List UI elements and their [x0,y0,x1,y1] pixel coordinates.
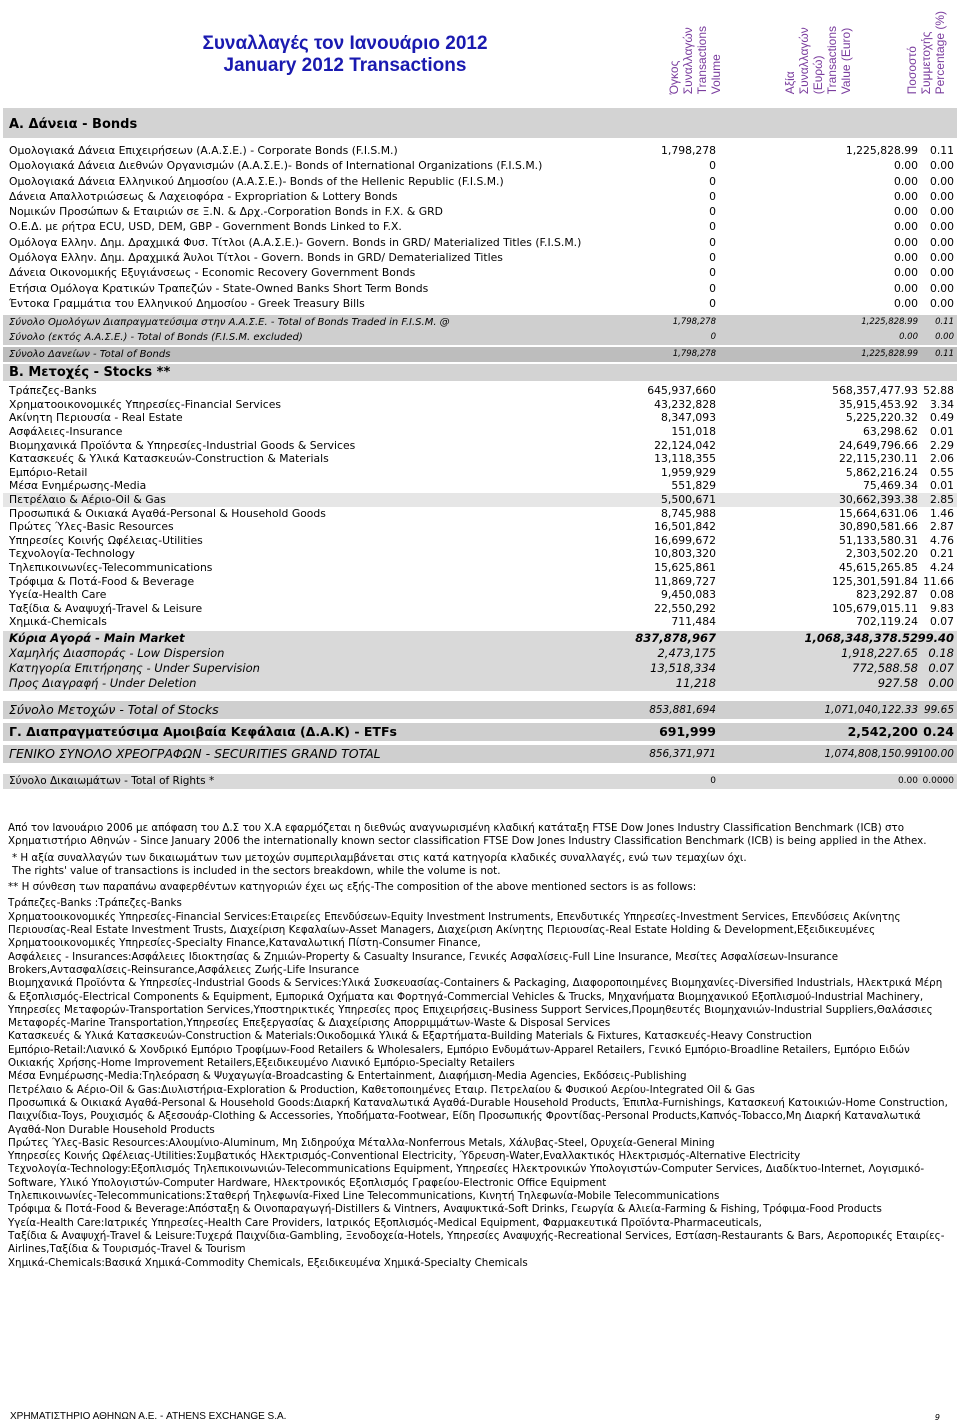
cell-vol: 9,450,083 [661,588,716,602]
cell-vol: 15,625,861 [654,560,716,574]
grand-total: ΓΕΝΙΚΟ ΣΥΝΟΛΟ ΧΡΕΟΓΡΑΦΩΝ - SECURITIES GRAND TOTAL 856,371,971 1,074,808,150.99 100.00 [3,745,957,763]
total-stocks: Σύνολο Μετοχών - Total of Stocks 853,881,694 1,071,040,122.33 99.65 [3,701,957,719]
cell-label: Τρόφιμα & Ποτά-Food & Beverage [9,574,195,588]
cell-vol: 837,878,967 [635,630,716,645]
cell-val: 51,133,580.31 [839,533,918,547]
cell-pct: 0.00 [929,159,954,173]
cell-label: Πρώτες Ύλες-Basic Resources [9,520,174,534]
cell-vol: 711,484 [671,615,716,629]
cell-val: 30,890,581.66 [839,520,918,534]
column-header-value: Αξία Συναλλαγών (Ευρώ) Transactions Value (Euro) [783,25,853,94]
sector-row [3,398,957,412]
cell-val: 0.00 [893,251,918,265]
cell-label: Μέσα Ενημέρωσης-Media [9,479,147,493]
note-paragraph: Υπηρεσίες Κοινής Ωφέλειας-Utilities:Συμβατικός Ηλεκτρισμός-Conventional Electricity, Ύδρευση-Water,Εναλλακτικός Ηλεκτρισμός-Alternative Electricity [8,1150,801,1163]
cell-label: Νομικών Προσώπων & Εταιριών σε Ξ.Ν. & Δρχ.-Corporation Bonds in F.X. & GRD [9,205,443,219]
note-paragraph: * Η αξία συναλλαγών των δικαιωμάτων των μετοχών συμπεριλαμβάνεται στις κατά κατηγορία κλαδικές συναλλαγές, ενώ των τεμαχίων όχι. [12,851,747,864]
cell-pct: 0.00 [929,296,954,310]
sector-row [3,452,957,466]
note-paragraph: Εμπόριο-Retail:Λιανικό & Χονδρικό Εμπόριο Τροφίμων-Food Retailers & Wholesalers, Εμπόριο Ενδυμάτων-Apparel Retailers, Γενικό Εμπόριο-Broadline Retailers, Εμπόριο Ειδών Οικιακής Χρήσης-Home Improvement Retailers,Εξειδικευμένο Λιανικό Εμπόριο-Specialty Retailers [8,1043,910,1070]
cell-vol: 10,803,320 [654,547,716,561]
bond-row [3,250,957,265]
cell-label: Ομόλογα Ελλην. Δημ. Δραχμικά Άυλοι Τίτλοι - Govern. Bonds in GRD/ Dematerialized Titles [9,251,503,265]
cell-vol: 13,118,355 [654,452,716,466]
cell-vol: 13,518,334 [650,660,716,675]
cell-val: 0.00 [893,189,918,203]
sector-row [3,547,957,561]
page-number: 9 [934,1413,940,1422]
cell-vol: 645,937,660 [647,384,716,398]
cell-pct: 0.00 [929,281,954,295]
etfs-row: Γ. Διαπραγματεύσιμα Αμοιβαία Κεφάλαια (Δ.Α.Κ) - ETFs 691,999 2,542,200 0.24 [3,723,957,741]
cell-pct: 3.34 [929,397,954,411]
cell-vol: 0 [709,235,716,249]
cell-label: Ασφάλειες-Insurance [9,425,123,439]
cell-pct: 99.40 [917,630,954,645]
cell-pct: 0.55 [929,465,954,479]
cell-pct: 2.06 [929,452,954,466]
cell-label: Χημικά-Chemicals [9,615,107,629]
market-rows [3,631,957,691]
bond-row [3,189,957,204]
cell-label: Τεχνολογία-Technology [9,547,135,561]
sector-row [3,425,957,439]
cell-label: Δάνεια Οικονομικής Εξυγιάνσεως - Economic Recovery Government Bonds [9,266,416,280]
cell-val: 105,679,015.11 [832,601,918,615]
note-paragraph: Πρώτες Ύλες-Basic Resources:Αλουμίνιο-Aluminum, Μη Σιδηρούχα Μέταλλα-Nonferrous Metals, Χάλυβας-Steel, Ορυχεία-General Mining [8,1136,715,1149]
note-paragraph: Τρόφιμα & Ποτά-Food & Beverage:Απόσταξη & Οινοπαραγωγή-Distillers & Vintners, Αναψυκτικά-Soft Drinks, Γεωργία & Αλιεία-Farming & Fishing, Τρόφιμα-Food Products [8,1203,882,1216]
note-paragraph: ** Η σύνθεση των παραπάνω αναφερθέντων κατηγοριών έχει ως εξής-The composition of the above mentioned sectors is as follows: [8,881,697,894]
note-paragraph: Τράπεζες-Banks :Τράπεζες-Banks [8,897,182,910]
market-row [3,631,957,646]
bond-rows [3,143,957,311]
note-paragraph: Χρηματοοικονομικές Υπηρεσίες-Financial Services:Εταιρείες Επενδύσεων-Equity Investment Instruments, Επενδυτικές Υπηρεσίες-Investment Services, Επενδύσεις Ακίνητης Περιουσίας-Real Estate Investment Trusts, Διαχείριση Κεφαλαίων-Asset Managers, Διαχείριση Ακίνητης Περιουσίας-Real Estate Holding & Development,Εξειδικευμένες Χρηματοοικονομικές Υπηρεσίες-Specialty Finance,Καταναλωτική Πίστη-Consumer Finance, [8,910,901,950]
cell-label: Εμπόριο-Retail [9,465,88,479]
cell-label: Χρηματοοικονομικές Υπηρεσίες-Financial Services [9,397,281,411]
cell-vol: 22,124,042 [654,438,716,452]
cell-val: 35,915,453.92 [839,397,918,411]
bond-row [3,281,957,296]
cell-val: 1,068,348,378.52 [804,630,918,645]
cell-val: 2,303,502.20 [845,547,918,561]
cell-vol: 8,347,093 [661,411,716,425]
sector-row [3,507,957,521]
cell-label: Πετρέλαιο & Αέριο-Oil & Gas [9,493,166,507]
cell-vol: 0 [709,296,716,310]
cell-pct: 0.18 [928,645,954,660]
title-greek: Συναλλαγές τον Ιανουάριο 2012 [202,33,488,54]
cell-val: 568,357,477.93 [832,384,918,398]
cell-pct: 0.00 [929,235,954,249]
cell-label: Δάνεια Απαλλοτριώσεως & Λαχειοφόρα - Expropriation & Lottery Bonds [9,189,398,203]
cell-vol: 22,550,292 [654,601,716,615]
footer-company: ΧΡΗΜΑΤΙΣΤΗΡΙΟ ΑΘΗΝΩΝ Α.Ε. - ATHENS EXCHANGE S.A. [10,1411,287,1422]
note-paragraph: Τεχνολογία-Technology:Εξοπλισμός Τηλεπικοινωνιών-Telecommunications Equipment, Υπηρεσίες Ηλεκτρονικών Υπολογιστών-Computer Services, Διαδίκτυο-Internet, Λογισμικό-Software, Υλικό Υπολογιστών-Computer Hardware, Ηλεκτρονικός Εξοπλισμός Γραφείου-Electronic Office Equipment [8,1163,925,1189]
report-header [0,0,960,108]
cell-vol: 11,869,727 [654,574,716,588]
note-paragraph: Από τον Ιανουάριο 2006 με απόφαση του Δ.Σ του Χ.Α εφαρμόζεται η διεθνώς αναγνωρισμένη κλαδική κατάταξη FTSE Dow Jones Industry Classification Benchmark (ICB) στο Χρηματιστήριο Αθηνών - Since January 2006 the internationally known sector classification FTSE Dow Jones Industry Classification Benchmark (ICB) is being applied in the Athex. [8,822,927,848]
cell-val: 63,298.62 [863,425,918,439]
cell-pct: 2.29 [929,438,954,452]
cell-label: Ομολογιακά Δάνεια Ελληνικού Δημοσίου (Α.Α.Σ.Ε.)- Bonds of the Hellenic Republic (F.I.S.M.) [9,174,504,188]
cell-vol: 551,829 [671,479,716,493]
cell-label: Ακίνητη Περιουσία - Real Estate [9,411,183,425]
cell-label: Ομολογιακά Δάνεια Διεθνών Οργανισμών (Α.Α.Σ.Ε.)- Bonds of International Organizations (F.I.S.M.) [9,159,543,173]
cell-label: Κατασκευές & Υλικά Κατασκευών-Construction & Materials [9,452,329,466]
cell-pct: 0.00 [929,266,954,280]
cell-pct: 9.83 [929,601,954,615]
cell-pct: 0.08 [929,588,954,602]
cell-val: 0.00 [893,235,918,249]
cell-pct: 2.87 [929,520,954,534]
cell-val: 0.00 [893,174,918,188]
cell-val: 125,301,591.84 [832,574,918,588]
cell-vol: 11,218 [675,675,716,690]
cell-val: 22,115,230.11 [839,452,918,466]
cell-val: 30,662,393.38 [839,493,918,507]
note-paragraph: Τηλεπικοινωνίες-Telecommunications:Σταθερή Τηλεφωνία-Fixed Line Telecommunications, Κινητή Τηλεφωνία-Mobile Telecommunications [8,1190,720,1203]
bond-row [3,204,957,219]
cell-val: 24,649,796.66 [839,438,918,452]
stock-rows [3,384,957,629]
cell-pct: 0.01 [929,425,954,439]
cell-label: Τράπεζες-Banks [9,384,97,398]
transactions-table [3,108,957,789]
sector-row [3,384,957,398]
bond-row [3,174,957,189]
cell-vol: 8,745,988 [661,506,716,520]
cell-vol: 5,500,671 [661,493,716,507]
cell-val: 0.00 [893,266,918,280]
sector-row [3,479,957,493]
sector-row [3,588,957,602]
cell-pct: 0.49 [929,411,954,425]
sector-row [3,615,957,629]
cell-label: Προς Διαγραφή - Under Deletion [9,675,197,690]
cell-val: 702,119.24 [856,615,918,629]
cell-val: 0.00 [893,296,918,310]
cell-label: Ομόλογα Ελλην. Δημ. Δραχμικά Φυσ. Τίτλοι (Α.Α.Σ.Ε.)- Govern. Bonds in GRD/ Materialized Titles (F.I.S.M.) [9,235,582,249]
cell-pct: 0.11 [929,144,954,157]
cell-vol: 0 [709,266,716,280]
cell-label: Υγεία-Health Care [9,588,107,602]
sector-row [3,466,957,480]
cell-pct: 0.01 [929,479,954,493]
total-bonds-excluded: Σύνολο (εκτός Α.Α.Σ.Ε.) - Total of Bonds (F.I.S.M. excluded) 0 0.00 0.00 [3,330,957,345]
cell-val: 1,918,227.65 [841,645,918,660]
cell-label: Βιομηχανικά Προϊόντα & Υπηρεσίες-Industrial Goods & Services [9,438,356,452]
cell-vol: 0 [709,174,716,188]
cell-val: 1,225,828.99 [845,144,918,157]
cell-label: Ταξίδια & Αναψυχή-Travel & Leisure [9,601,203,615]
cell-val: 0.00 [893,159,918,173]
column-header-volume: Όγκος Συναλλαγών Transactions Volume [667,25,723,94]
bond-row [3,158,957,173]
cell-label: Κύρια Αγορά - Main Market [9,630,185,645]
sector-row [3,493,957,507]
cell-pct: 4.24 [929,560,954,574]
cell-pct: 2.85 [929,493,954,507]
cell-vol: 43,232,828 [654,397,716,411]
cell-val: 823,292.87 [856,588,918,602]
column-header-percentage: Ποσοστό Συμμετοχής Percentage (%) [905,10,947,94]
note-paragraph: Κατασκευές & Υλικά Κατασκευών-Construction & Materials:Οικοδομικά Υλικά & Εξαρτήματα-Building Materials & Fixtures, Κατασκευές-Heavy Construction [8,1030,812,1043]
bond-row [3,296,957,311]
cell-pct: 4.76 [929,533,954,547]
cell-pct: 1.46 [929,506,954,520]
cell-val: 927.58 [877,675,918,690]
note-paragraph: Μέσα Ενημέρωσης-Media:Τηλεόραση & Ψυχαγωγία-Broadcasting & Entertainment, Διαφήμιση-Media Agencies, Εκδόσεις-Publishing [8,1070,687,1083]
sector-row [3,602,957,616]
sector-row [3,439,957,453]
cell-vol: 1,959,929 [661,465,716,479]
report-title [135,33,555,77]
cell-pct: 0.00 [929,189,954,203]
cell-val: 75,469.34 [863,479,918,493]
cell-label: Ο.Ε.Δ. με ρήτρα ECU, USD, DEM, GBP - Government Bonds Linked to F.X. [9,220,402,234]
cell-vol: 16,699,672 [654,533,716,547]
sector-row [3,575,957,589]
cell-label: Ομολογιακά Δάνεια Επιχειρήσεων (Α.Α.Σ.Ε.) - Corporate Bonds (F.I.S.M.) [9,144,398,157]
cell-pct: 0.00 [929,251,954,265]
cell-pct: 11.66 [923,574,954,588]
cell-val: 0.00 [893,220,918,234]
cell-pct: 0.00 [928,675,954,690]
cell-val: 5,225,220.32 [845,411,918,425]
note-paragraph: Ασφάλειες - Insurances:Ασφάλειες Ιδιοκτησίας & Ζημιών-Property & Casualty Insurance, Γενικές Ασφαλίσεις-Full Line Insurance, Μεσίτες Ασφαλίσεων-Insurance Brokers,Αντασφαλίσεις-Reinsurance,Ασφάλειες Ζωής-Life Insurance [8,950,839,976]
sector-row [3,411,957,425]
sector-row [3,520,957,534]
cell-label: Προσωπικά & Οικιακά Αγαθά-Personal & Household Goods [9,506,326,520]
explanatory-notes [8,822,952,1270]
note-paragraph: Πετρέλαιο & Αέριο-Oil & Gas:Διυλιστήρια-Exploration & Production, Καθετοποιημένες Εταιρ. Πετρελαίου & Φυσικού Αερίου-Integrated Oil & Gas [8,1083,755,1096]
total-bonds-traded: Σύνολο Ομολόγων Διαπραγματεύσιμα στην Α.Α.Σ.Ε. - Total of Bonds Traded in F.I.S.M. @ 1,798,278 1,225,828.99 0.11 [3,315,957,330]
cell-val: 772,588.58 [852,660,918,675]
market-row [3,676,957,691]
note-paragraph: Χημικά-Chemicals:Βασικά Χημικά-Commodity Chemicals, Εξειδικευμένα Χημικά-Specialty Chemicals [8,1256,528,1269]
cell-pct: 0.07 [928,660,954,675]
cell-vol: 0 [709,251,716,265]
cell-label: Τηλεπικοινωνίες-Telecommunications [9,560,213,574]
market-row [3,646,957,661]
cell-pct: 0.00 [929,205,954,219]
cell-label: Υπηρεσίες Κοινής Ωφέλειας-Utilities [9,533,203,547]
cell-vol: 0 [709,220,716,234]
note-paragraph: The rights' value of transactions is included in the sectors breakdown, while the volume is not. [12,864,501,877]
cell-vol: 2,473,175 [657,645,716,660]
note-paragraph: Προσωπικά & Οικιακά Αγαθά-Personal & Household Goods:Διαρκή Καταναλωτικά Αγαθά-Durable Household Products, Έπιπλα-Furnishings, Κατασκευή Κατοικιών-Home Construction, Παιχνίδια-Toys, Ρουχισμός & Αξεσουάρ-Clothing & Accessories, Υποδήματα-Footwear, Είδη Προσωπικής Φροντίδας-Personal Products,Καπνός-Tobacco,Μη Διαρκή Καταναλωτικά Αγαθά-Non Durable Household Products [8,1096,948,1136]
cell-val: 15,664,631.06 [839,506,918,520]
cell-pct: 0.00 [929,220,954,234]
section-bonds-title: Α. Δάνεια - Bonds [3,108,957,138]
sector-row [3,561,957,575]
cell-pct: 0.00 [929,174,954,188]
cell-val: 0.00 [893,205,918,219]
cell-label: Ετήσια Ομόλογα Κρατικών Τραπεζών - State-Owned Banks Short Term Bonds [9,281,429,295]
cell-vol: 0 [709,159,716,173]
section-stocks-title: Β. Μετοχές - Stocks ** [3,364,957,381]
cell-vol: 0 [709,281,716,295]
cell-pct: 0.07 [929,615,954,629]
cell-pct: 52.88 [923,384,954,398]
sector-row [3,534,957,548]
cell-vol: 151,018 [671,425,716,439]
cell-val: 0.00 [893,281,918,295]
cell-vol: 1,798,278 [661,144,716,157]
bond-row [3,143,957,158]
cell-label: Κατηγορία Επιτήρησης - Under Supervision [9,660,260,675]
cell-pct: 0.21 [929,547,954,561]
title-english: January 2012 Transactions [223,55,467,76]
bond-row [3,265,957,280]
cell-vol: 16,501,842 [654,520,716,534]
cell-val: 45,615,265.85 [839,560,918,574]
cell-vol: 0 [709,189,716,203]
total-bonds: Σύνολο Δανείων - Total of Bonds 1,798,278 1,225,828.99 0.11 [3,347,957,362]
market-row [3,661,957,676]
cell-val: 5,862,216.24 [845,465,918,479]
total-rights: Σύνολο Δικαιωμάτων - Total of Rights * 0 0.00 0.0000 [3,774,957,789]
cell-vol: 0 [709,205,716,219]
cell-label: Έντοκα Γραμμάτια του Ελληνικού Δημοσίου - Greek Treasury Bills [9,296,365,310]
bond-row [3,235,957,250]
note-paragraph: Υγεία-Health Care:Ιατρικές Υπηρεσίες-Health Care Providers, Ιατρικός Εξοπλισμός-Medical Equipment, Φαρμακευτικά Προϊόντα-Pharmaceuticals, [8,1216,762,1229]
note-paragraph: Βιομηχανικά Προϊόντα & Υπηρεσίες-Industrial Goods & Services:Υλικά Συσκευασίας-Containers & Packaging, Διαφοροποιημένες Βιομηχανίες-Diversified Industrials, Ηλεκτρικά Μέρη & Εξοπλισμός-Electrical Components & Equipment, Εμπορικά Οχήματα και Φορτηγά-Commercial Vehicles & Trucks, Μηχανήματα Βιομηχανικού Εξοπλισμού-Industrial Machinery, Υπηρεσίες Μεταφορών-Transportation Services,Υποστηρικτικές Υπηρεσίες προς Επιχειρήσεις-Business Support Services,Προμηθευτές Βιομηχανιών-Industrial Suppliers,Θαλάσσιες Μεταφορές-Marine Transportation,Υπηρεσίες Επεξεργασίας & Διαχείρισης Απορριμμάτων-Waste & Disposal Services [8,977,943,1030]
cell-label: Χαμηλής Διασποράς - Low Dispersion [9,645,225,660]
bond-row [3,219,957,234]
note-paragraph: Ταξίδια & Αναψυχή-Travel & Leisure:Τυχερά Παιχνίδια-Gambling, Ξενοδοχεία-Hotels, Υπηρεσίες Αναψυχής-Recreational Services, Εστίαση-Restaurants & Bars, Αεροπορικές Εταιρίες-Airlines,Ταξίδια & Τουρισμός-Travel & Tourism [8,1229,945,1256]
